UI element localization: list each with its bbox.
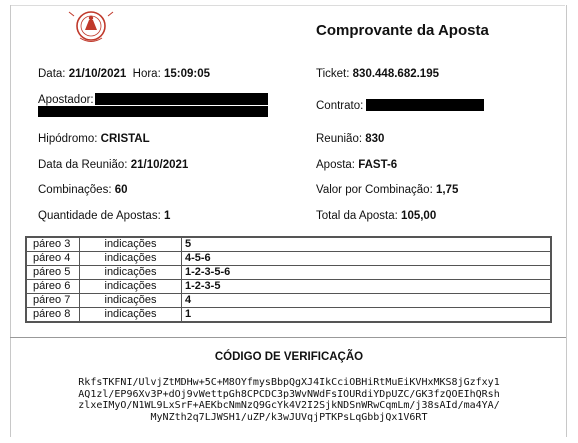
verification-code-line: MyNZth2q7LJWSH1/uZP/k3wJUVqjPTKPsLqGbbjQx1V6RT — [150, 411, 428, 423]
pareo-cell: páreo 5 — [26, 266, 80, 280]
table-row — [26, 237, 551, 252]
combinacoes-field: Combinações: 60 — [38, 184, 128, 196]
page-title: Comprovante da Aposta — [316, 22, 489, 39]
pareo-cell: páreo 3 — [26, 237, 80, 252]
aposta-field: Aposta: FAST-6 — [316, 159, 398, 171]
table-row — [26, 294, 551, 308]
date-field: Data: 21/10/2021 Hora: 15:09:05 — [38, 68, 211, 80]
ticket-field: Ticket: 830.448.682.195 — [316, 68, 439, 80]
redacted-bar — [95, 93, 268, 105]
data-reuniao-field: Data da Reunião: 21/10/2021 — [38, 159, 189, 171]
valor-cell: 4-5-6 — [182, 252, 552, 266]
pareo-cell: páreo 7 — [26, 294, 80, 308]
redacted-bar — [38, 106, 268, 117]
tipo-cell: indicações — [80, 237, 182, 252]
pareo-cell: páreo 4 — [26, 252, 80, 266]
table-row — [26, 280, 551, 294]
verification-code — [0, 377, 578, 423]
jockey-club-seal-icon — [66, 8, 116, 48]
table-row — [26, 252, 551, 266]
quantidade-field: Quantidade de Apostas: 1 — [38, 210, 171, 222]
hipodromo-field: Hipódromo: CRISTAL — [38, 133, 150, 145]
verification-code-line: zlxeIMyO/N1WL9LxSrF+AEKbcNmNzQ9GcYk4V2I2SjkNDSnWRwCqmLm/j38sAId/ma4YA/ — [78, 400, 500, 411]
contrato-label: Contrato: — [316, 100, 364, 112]
tipo-cell: indicações — [80, 266, 182, 280]
tipo-cell: indicações — [80, 252, 182, 266]
tipo-cell: indicações — [80, 308, 182, 323]
section-divider — [10, 337, 566, 338]
pareo-cell: páreo 8 — [26, 308, 80, 323]
tipo-cell: indicações — [80, 280, 182, 294]
apostador-label: Apostador: — [38, 94, 94, 106]
redacted-bar — [366, 99, 484, 111]
valor-cell: 1-2-3-5-6 — [182, 266, 552, 280]
valor-cell: 1-2-3-5 — [182, 280, 552, 294]
legs-table — [25, 236, 552, 323]
tipo-cell: indicações — [80, 294, 182, 308]
table-row — [26, 308, 551, 323]
valor-cell: 1 — [182, 308, 552, 323]
table-row — [26, 266, 551, 280]
total-field: Total da Aposta: 105,00 — [316, 210, 437, 222]
valor-cell: 5 — [182, 237, 552, 252]
verification-code-line: AQ1zl/EP96Xv3P+dOj9vWettpGh8CPCDC3p3WvNWdFsIOURdiYDpUZC/GK3fzQOEIhQRsh — [78, 388, 500, 400]
verification-title: CÓDIGO DE VERIFICAÇÃO — [214, 351, 364, 363]
valor-cell: 4 — [182, 294, 552, 308]
valor-combinacao-field: Valor por Combinação: 1,75 — [316, 184, 459, 196]
reuniao-field: Reunião: 830 — [316, 133, 385, 145]
pareo-cell: páreo 6 — [26, 280, 80, 294]
verification-code-line: RkfsTKFNI/UlvjZtMDHw+5C+M8OYfmysBbpQgXJ4IkCciOBHiRtMuEiKVHxMKS8jGzfxy1 — [78, 377, 500, 388]
